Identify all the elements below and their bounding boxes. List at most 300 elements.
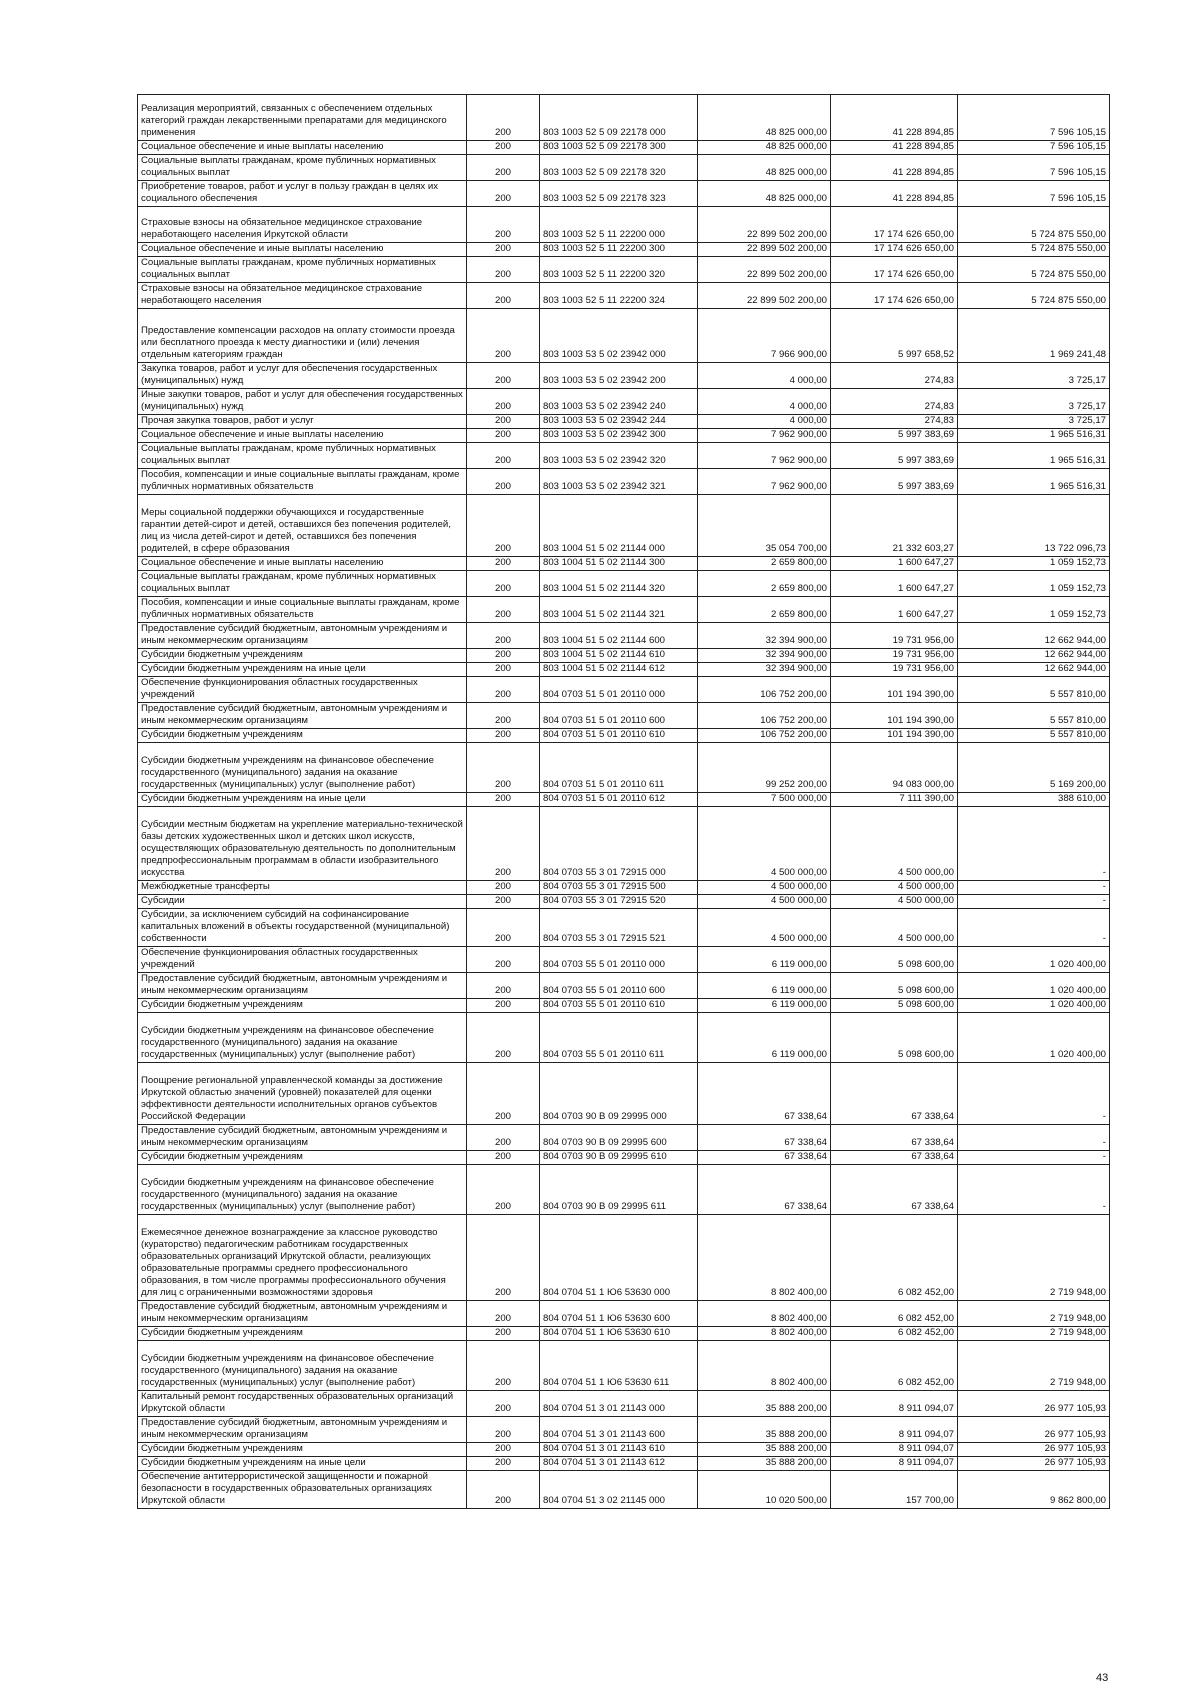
row-name: Социальные выплаты гражданам, кроме публичных нормативных социальных выплат <box>138 257 467 283</box>
table-row <box>138 1471 1110 1509</box>
table-row <box>138 1013 1110 1063</box>
row-budget-classification-code: 803 1004 51 5 02 21144 300 <box>540 557 698 571</box>
row-remaining-amount: 7 596 105,15 <box>958 141 1110 155</box>
row-budget-classification-code: 803 1003 52 5 09 22178 320 <box>540 155 698 181</box>
row-name: Субсидии бюджетным учреждениям на иные цели <box>138 663 467 677</box>
row-line-code: 200 <box>467 95 540 141</box>
row-budget-classification-code: 803 1003 52 5 09 22178 000 <box>540 95 698 141</box>
row-name: Субсидии бюджетным учреждениям на финансовое обеспечение государственного (муниципального) задания на оказание государственных (муниципальных) услуг (выполнение работ) <box>138 1013 467 1063</box>
row-budget-classification-code: 804 0703 55 5 01 20110 611 <box>540 1013 698 1063</box>
row-budget-classification-code: 803 1004 51 5 02 21144 612 <box>540 663 698 677</box>
row-name: Предоставление субсидий бюджетным, автономным учреждениям и иным некоммерческим организациям <box>138 1301 467 1327</box>
table-row <box>138 429 1110 443</box>
row-remaining-amount: 7 596 105,15 <box>958 181 1110 207</box>
row-remaining-amount: 12 662 944,00 <box>958 663 1110 677</box>
row-approved-amount: 48 825 000,00 <box>698 155 831 181</box>
row-executed-amount: 1 600 647,27 <box>831 571 958 597</box>
row-approved-amount: 4 500 000,00 <box>698 909 831 947</box>
row-executed-amount: 41 228 894,85 <box>831 181 958 207</box>
row-approved-amount: 106 752 200,00 <box>698 677 831 703</box>
row-executed-amount: 6 082 452,00 <box>831 1341 958 1391</box>
row-executed-amount: 4 500 000,00 <box>831 909 958 947</box>
row-name: Социальные выплаты гражданам, кроме публичных нормативных социальных выплат <box>138 443 467 469</box>
row-budget-classification-code: 804 0704 51 3 01 21143 600 <box>540 1417 698 1443</box>
row-remaining-amount: 1 059 152,73 <box>958 571 1110 597</box>
row-approved-amount: 32 394 900,00 <box>698 663 831 677</box>
row-budget-classification-code: 803 1004 51 5 02 21144 000 <box>540 495 698 557</box>
row-remaining-amount: 3 725,17 <box>958 363 1110 389</box>
row-budget-classification-code: 804 0704 51 3 02 21145 000 <box>540 1471 698 1509</box>
row-approved-amount: 4 000,00 <box>698 415 831 429</box>
row-name: Субсидии бюджетным учреждениям <box>138 1443 467 1457</box>
row-executed-amount: 17 174 626 650,00 <box>831 283 958 309</box>
row-line-code: 200 <box>467 623 540 649</box>
row-line-code: 200 <box>467 703 540 729</box>
row-approved-amount: 106 752 200,00 <box>698 729 831 743</box>
row-budget-classification-code: 804 0703 55 5 01 20110 000 <box>540 947 698 973</box>
row-remaining-amount: 1 020 400,00 <box>958 973 1110 999</box>
row-remaining-amount: - <box>958 1125 1110 1151</box>
row-budget-classification-code: 803 1003 53 5 02 23942 300 <box>540 429 698 443</box>
row-remaining-amount: 12 662 944,00 <box>958 623 1110 649</box>
table-row <box>138 677 1110 703</box>
row-remaining-amount: 3 725,17 <box>958 415 1110 429</box>
row-remaining-amount: 1 965 516,31 <box>958 443 1110 469</box>
row-name: Предоставление субсидий бюджетным, автономным учреждениям и иным некоммерческим организациям <box>138 1125 467 1151</box>
row-budget-classification-code: 804 0703 55 3 01 72915 521 <box>540 909 698 947</box>
row-remaining-amount: 5 557 810,00 <box>958 677 1110 703</box>
row-name: Обеспечение функционирования областных государственных учреждений <box>138 677 467 703</box>
row-executed-amount: 8 911 094,07 <box>831 1443 958 1457</box>
row-remaining-amount: - <box>958 895 1110 909</box>
row-executed-amount: 5 098 600,00 <box>831 999 958 1013</box>
row-approved-amount: 8 802 400,00 <box>698 1341 831 1391</box>
row-executed-amount: 4 500 000,00 <box>831 895 958 909</box>
row-executed-amount: 41 228 894,85 <box>831 141 958 155</box>
row-budget-classification-code: 804 0703 51 5 01 20110 610 <box>540 729 698 743</box>
row-executed-amount: 4 500 000,00 <box>831 881 958 895</box>
row-executed-amount: 17 174 626 650,00 <box>831 207 958 243</box>
row-line-code: 200 <box>467 443 540 469</box>
row-line-code: 200 <box>467 469 540 495</box>
table-row <box>138 1215 1110 1301</box>
row-budget-classification-code: 803 1003 53 5 02 23942 240 <box>540 389 698 415</box>
row-name: Субсидии <box>138 895 467 909</box>
row-approved-amount: 6 119 000,00 <box>698 973 831 999</box>
row-name: Ежемесячное денежное вознаграждение за классное руководство (кураторство) педагогическим работникам государственных образовательных организаций Иркутской области, реализующих образовательные программы среднего профессионального образования, в том числе программы профессионального обучения для лиц с ограниченными возможностями здоровья <box>138 1215 467 1301</box>
table-row <box>138 881 1110 895</box>
table-row <box>138 807 1110 881</box>
row-approved-amount: 35 054 700,00 <box>698 495 831 557</box>
row-line-code: 200 <box>467 415 540 429</box>
row-remaining-amount: 5 724 875 550,00 <box>958 207 1110 243</box>
row-budget-classification-code: 804 0703 51 5 01 20110 600 <box>540 703 698 729</box>
row-line-code: 200 <box>467 649 540 663</box>
row-name: Иные закупки товаров, работ и услуг для обеспечения государственных (муниципальных) нужд <box>138 389 467 415</box>
row-executed-amount: 19 731 956,00 <box>831 649 958 663</box>
row-line-code: 200 <box>467 793 540 807</box>
row-name: Пособия, компенсации и иные социальные выплаты гражданам, кроме публичных нормативных обязательств <box>138 597 467 623</box>
row-executed-amount: 8 911 094,07 <box>831 1417 958 1443</box>
row-approved-amount: 7 962 900,00 <box>698 469 831 495</box>
row-approved-amount: 35 888 200,00 <box>698 1417 831 1443</box>
row-budget-classification-code: 803 1003 53 5 02 23942 320 <box>540 443 698 469</box>
row-budget-classification-code: 804 0703 90 В 09 29995 600 <box>540 1125 698 1151</box>
row-budget-classification-code: 804 0704 51 1 Ю6 53630 600 <box>540 1301 698 1327</box>
table-row <box>138 243 1110 257</box>
row-line-code: 200 <box>467 729 540 743</box>
row-approved-amount: 48 825 000,00 <box>698 95 831 141</box>
row-line-code: 200 <box>467 1215 540 1301</box>
row-line-code: 200 <box>467 1457 540 1471</box>
row-budget-classification-code: 804 0703 90 В 09 29995 610 <box>540 1151 698 1165</box>
table-row <box>138 1301 1110 1327</box>
table-row <box>138 415 1110 429</box>
row-line-code: 200 <box>467 1125 540 1151</box>
row-remaining-amount: 1 059 152,73 <box>958 557 1110 571</box>
row-approved-amount: 8 802 400,00 <box>698 1327 831 1341</box>
row-budget-classification-code: 803 1003 53 5 02 23942 321 <box>540 469 698 495</box>
row-approved-amount: 4 500 000,00 <box>698 895 831 909</box>
table-row <box>138 571 1110 597</box>
row-executed-amount: 7 111 390,00 <box>831 793 958 807</box>
row-remaining-amount: 7 596 105,15 <box>958 95 1110 141</box>
row-line-code: 200 <box>467 677 540 703</box>
row-executed-amount: 41 228 894,85 <box>831 155 958 181</box>
row-executed-amount: 274,83 <box>831 389 958 415</box>
row-remaining-amount: 2 719 948,00 <box>958 1215 1110 1301</box>
row-executed-amount: 17 174 626 650,00 <box>831 257 958 283</box>
row-approved-amount: 35 888 200,00 <box>698 1391 831 1417</box>
row-name: Прочая закупка товаров, работ и услуг <box>138 415 467 429</box>
row-line-code: 200 <box>467 1301 540 1327</box>
table-row <box>138 947 1110 973</box>
row-executed-amount: 101 194 390,00 <box>831 703 958 729</box>
row-name: Субсидии бюджетным учреждениям на финансовое обеспечение государственного (муниципального) задания на оказание государственных (муниципальных) услуг (выполнение работ) <box>138 743 467 793</box>
table-row <box>138 1063 1110 1125</box>
table-row <box>138 1125 1110 1151</box>
row-remaining-amount: 9 862 800,00 <box>958 1471 1110 1509</box>
row-remaining-amount: 5 724 875 550,00 <box>958 257 1110 283</box>
row-line-code: 200 <box>467 1417 540 1443</box>
row-budget-classification-code: 804 0704 51 3 01 21143 612 <box>540 1457 698 1471</box>
row-line-code: 200 <box>467 743 540 793</box>
row-name: Субсидии бюджетным учреждениям на финансовое обеспечение государственного (муниципального) задания на оказание государственных (муниципальных) услуг (выполнение работ) <box>138 1341 467 1391</box>
row-executed-amount: 67 338,64 <box>831 1063 958 1125</box>
row-budget-classification-code: 803 1003 53 5 02 23942 244 <box>540 415 698 429</box>
row-remaining-amount: 1 965 516,31 <box>958 469 1110 495</box>
row-name: Межбюджетные трансферты <box>138 881 467 895</box>
row-line-code: 200 <box>467 181 540 207</box>
row-remaining-amount: - <box>958 807 1110 881</box>
row-executed-amount: 101 194 390,00 <box>831 729 958 743</box>
row-executed-amount: 67 338,64 <box>831 1125 958 1151</box>
row-executed-amount: 5 098 600,00 <box>831 973 958 999</box>
table-row <box>138 663 1110 677</box>
row-budget-classification-code: 803 1004 51 5 02 21144 320 <box>540 571 698 597</box>
row-budget-classification-code: 803 1003 53 5 02 23942 200 <box>540 363 698 389</box>
row-budget-classification-code: 803 1003 52 5 11 22200 000 <box>540 207 698 243</box>
table-row <box>138 181 1110 207</box>
row-line-code: 200 <box>467 1151 540 1165</box>
row-budget-classification-code: 804 0703 55 3 01 72915 000 <box>540 807 698 881</box>
row-name: Предоставление субсидий бюджетным, автономным учреждениям и иным некоммерческим организациям <box>138 1417 467 1443</box>
row-line-code: 200 <box>467 557 540 571</box>
row-approved-amount: 4 500 000,00 <box>698 807 831 881</box>
table-row <box>138 999 1110 1013</box>
row-name: Социальные выплаты гражданам, кроме публичных нормативных социальных выплат <box>138 571 467 597</box>
row-line-code: 200 <box>467 973 540 999</box>
row-approved-amount: 2 659 800,00 <box>698 571 831 597</box>
row-executed-amount: 41 228 894,85 <box>831 95 958 141</box>
row-name: Субсидии бюджетным учреждениям <box>138 649 467 663</box>
row-approved-amount: 48 825 000,00 <box>698 141 831 155</box>
row-executed-amount: 5 997 658,52 <box>831 309 958 363</box>
row-budget-classification-code: 804 0703 55 3 01 72915 500 <box>540 881 698 895</box>
row-remaining-amount: 3 725,17 <box>958 389 1110 415</box>
table-row <box>138 363 1110 389</box>
row-remaining-amount: 26 977 105,93 <box>958 1457 1110 1471</box>
row-name: Субсидии, за исключением субсидий на софинансирование капитальных вложений в объекты государственной (муниципальной) собственности <box>138 909 467 947</box>
row-line-code: 200 <box>467 389 540 415</box>
row-approved-amount: 22 899 502 200,00 <box>698 207 831 243</box>
row-approved-amount: 106 752 200,00 <box>698 703 831 729</box>
table-row <box>138 1165 1110 1215</box>
table-row <box>138 141 1110 155</box>
table-row <box>138 495 1110 557</box>
table-row <box>138 443 1110 469</box>
row-remaining-amount: 7 596 105,15 <box>958 155 1110 181</box>
row-budget-classification-code: 803 1003 52 5 11 22200 320 <box>540 257 698 283</box>
row-approved-amount: 67 338,64 <box>698 1125 831 1151</box>
row-executed-amount: 1 600 647,27 <box>831 597 958 623</box>
row-approved-amount: 67 338,64 <box>698 1151 831 1165</box>
row-budget-classification-code: 804 0703 51 5 01 20110 000 <box>540 677 698 703</box>
row-line-code: 200 <box>467 1341 540 1391</box>
row-executed-amount: 8 911 094,07 <box>831 1457 958 1471</box>
row-line-code: 200 <box>467 597 540 623</box>
row-approved-amount: 8 802 400,00 <box>698 1215 831 1301</box>
row-line-code: 200 <box>467 1063 540 1125</box>
row-approved-amount: 6 119 000,00 <box>698 999 831 1013</box>
row-name: Субсидии бюджетным учреждениям <box>138 729 467 743</box>
row-name: Закупка товаров, работ и услуг для обеспечения государственных (муниципальных) нужд <box>138 363 467 389</box>
row-budget-classification-code: 803 1003 52 5 11 22200 324 <box>540 283 698 309</box>
row-remaining-amount: 26 977 105,93 <box>958 1443 1110 1457</box>
row-approved-amount: 2 659 800,00 <box>698 557 831 571</box>
row-executed-amount: 274,83 <box>831 415 958 429</box>
table-row <box>138 793 1110 807</box>
row-name: Субсидии бюджетным учреждениям <box>138 999 467 1013</box>
table-row <box>138 623 1110 649</box>
table-row <box>138 895 1110 909</box>
row-line-code: 200 <box>467 429 540 443</box>
row-remaining-amount: 2 719 948,00 <box>958 1301 1110 1327</box>
row-remaining-amount: 2 719 948,00 <box>958 1341 1110 1391</box>
row-remaining-amount: - <box>958 909 1110 947</box>
table-row <box>138 1327 1110 1341</box>
row-approved-amount: 35 888 200,00 <box>698 1443 831 1457</box>
row-approved-amount: 7 962 900,00 <box>698 443 831 469</box>
row-budget-classification-code: 803 1003 52 5 11 22200 300 <box>540 243 698 257</box>
row-name: Предоставление субсидий бюджетным, автономным учреждениям и иным некоммерческим организациям <box>138 703 467 729</box>
row-approved-amount: 22 899 502 200,00 <box>698 243 831 257</box>
row-line-code: 200 <box>467 141 540 155</box>
row-line-code: 200 <box>467 999 540 1013</box>
row-executed-amount: 6 082 452,00 <box>831 1327 958 1341</box>
table-row <box>138 1341 1110 1391</box>
row-executed-amount: 94 083 000,00 <box>831 743 958 793</box>
row-approved-amount: 67 338,64 <box>698 1063 831 1125</box>
row-budget-classification-code: 803 1003 52 5 09 22178 323 <box>540 181 698 207</box>
table-row <box>138 973 1110 999</box>
row-remaining-amount: 26 977 105,93 <box>958 1417 1110 1443</box>
row-approved-amount: 48 825 000,00 <box>698 181 831 207</box>
row-executed-amount: 67 338,64 <box>831 1151 958 1165</box>
row-line-code: 200 <box>467 1013 540 1063</box>
table-row <box>138 469 1110 495</box>
row-name: Пособия, компенсации и иные социальные выплаты гражданам, кроме публичных нормативных обязательств <box>138 469 467 495</box>
row-approved-amount: 4 500 000,00 <box>698 881 831 895</box>
row-budget-classification-code: 804 0703 55 5 01 20110 600 <box>540 973 698 999</box>
row-budget-classification-code: 804 0704 51 1 Ю6 53630 611 <box>540 1341 698 1391</box>
row-executed-amount: 101 194 390,00 <box>831 677 958 703</box>
row-budget-classification-code: 804 0703 90 В 09 29995 611 <box>540 1165 698 1215</box>
row-name: Страховые взносы на обязательное медицинское страхование неработающего населения Иркутской области <box>138 207 467 243</box>
row-name: Субсидии бюджетным учреждениям на финансовое обеспечение государственного (муниципального) задания на оказание государственных (муниципальных) услуг (выполнение работ) <box>138 1165 467 1215</box>
row-remaining-amount: 1 020 400,00 <box>958 999 1110 1013</box>
row-approved-amount: 22 899 502 200,00 <box>698 283 831 309</box>
row-approved-amount: 7 966 900,00 <box>698 309 831 363</box>
table-row <box>138 557 1110 571</box>
row-name: Субсидии бюджетным учреждениям на иные цели <box>138 1457 467 1471</box>
row-budget-classification-code: 804 0704 51 3 01 21143 610 <box>540 1443 698 1457</box>
row-budget-classification-code: 804 0703 55 5 01 20110 610 <box>540 999 698 1013</box>
table-row <box>138 743 1110 793</box>
row-remaining-amount: 5 724 875 550,00 <box>958 283 1110 309</box>
row-line-code: 200 <box>467 1471 540 1509</box>
row-name: Обеспечение функционирования областных государственных учреждений <box>138 947 467 973</box>
row-remaining-amount: 1 969 241,48 <box>958 309 1110 363</box>
row-executed-amount: 157 700,00 <box>831 1471 958 1509</box>
row-approved-amount: 4 000,00 <box>698 389 831 415</box>
row-name: Приобретение товаров, работ и услуг в пользу граждан в целях их социального обеспечения <box>138 181 467 207</box>
row-executed-amount: 19 731 956,00 <box>831 663 958 677</box>
row-remaining-amount: - <box>958 881 1110 895</box>
row-budget-classification-code: 803 1004 51 5 02 21144 600 <box>540 623 698 649</box>
row-approved-amount: 32 394 900,00 <box>698 623 831 649</box>
row-remaining-amount: 1 020 400,00 <box>958 1013 1110 1063</box>
table-row <box>138 1417 1110 1443</box>
row-line-code: 200 <box>467 571 540 597</box>
row-line-code: 200 <box>467 155 540 181</box>
row-remaining-amount: 1 965 516,31 <box>958 429 1110 443</box>
row-remaining-amount: 2 719 948,00 <box>958 1327 1110 1341</box>
budget-execution-table <box>137 94 1110 1509</box>
row-budget-classification-code: 804 0703 51 5 01 20110 612 <box>540 793 698 807</box>
row-approved-amount: 22 899 502 200,00 <box>698 257 831 283</box>
row-approved-amount: 99 252 200,00 <box>698 743 831 793</box>
table-row <box>138 909 1110 947</box>
table-row <box>138 257 1110 283</box>
row-executed-amount: 5 997 383,69 <box>831 429 958 443</box>
row-approved-amount: 8 802 400,00 <box>698 1301 831 1327</box>
table-row <box>138 389 1110 415</box>
table-row <box>138 649 1110 663</box>
row-name: Предоставление компенсации расходов на оплату стоимости проезда или бесплатного проезда к месту диагностики и (или) лечения отдельным категориям граждан <box>138 309 467 363</box>
row-approved-amount: 7 962 900,00 <box>698 429 831 443</box>
row-budget-classification-code: 803 1003 52 5 09 22178 300 <box>540 141 698 155</box>
row-budget-classification-code: 804 0704 51 1 Ю6 53630 610 <box>540 1327 698 1341</box>
row-executed-amount: 5 098 600,00 <box>831 1013 958 1063</box>
row-name: Предоставление субсидий бюджетным, автономным учреждениям и иным некоммерческим организациям <box>138 973 467 999</box>
row-line-code: 200 <box>467 495 540 557</box>
row-name: Социальное обеспечение и иные выплаты населению <box>138 557 467 571</box>
table-row <box>138 155 1110 181</box>
table-row <box>138 597 1110 623</box>
row-budget-classification-code: 804 0703 90 В 09 29995 000 <box>540 1063 698 1125</box>
row-name: Субсидии бюджетным учреждениям на иные цели <box>138 793 467 807</box>
row-name: Поощрение региональной управленческой команды за достижение Иркутской областью значений (уровней) показателей для оценки эффективности деятельности исполнительных органов субъектов Российской Федерации <box>138 1063 467 1125</box>
table-row <box>138 1443 1110 1457</box>
row-executed-amount: 5 098 600,00 <box>831 947 958 973</box>
row-line-code: 200 <box>467 947 540 973</box>
row-name: Предоставление субсидий бюджетным, автономным учреждениям и иным некоммерческим организациям <box>138 623 467 649</box>
row-name: Субсидии бюджетным учреждениям <box>138 1151 467 1165</box>
row-line-code: 200 <box>467 1443 540 1457</box>
row-line-code: 200 <box>467 1391 540 1417</box>
row-remaining-amount: 5 557 810,00 <box>958 703 1110 729</box>
row-name: Социальное обеспечение и иные выплаты населению <box>138 243 467 257</box>
table-row <box>138 1151 1110 1165</box>
row-executed-amount: 1 600 647,27 <box>831 557 958 571</box>
row-line-code: 200 <box>467 895 540 909</box>
row-executed-amount: 6 082 452,00 <box>831 1301 958 1327</box>
row-line-code: 200 <box>467 243 540 257</box>
row-executed-amount: 21 332 603,27 <box>831 495 958 557</box>
row-line-code: 200 <box>467 1327 540 1341</box>
row-approved-amount: 67 338,64 <box>698 1165 831 1215</box>
row-remaining-amount: 13 722 096,73 <box>958 495 1110 557</box>
table-row <box>138 1457 1110 1471</box>
table-row <box>138 703 1110 729</box>
row-line-code: 200 <box>467 207 540 243</box>
row-budget-classification-code: 804 0703 55 3 01 72915 520 <box>540 895 698 909</box>
row-executed-amount: 6 082 452,00 <box>831 1215 958 1301</box>
row-executed-amount: 19 731 956,00 <box>831 623 958 649</box>
table-row <box>138 309 1110 363</box>
table-row <box>138 283 1110 309</box>
table-row <box>138 729 1110 743</box>
row-executed-amount: 5 997 383,69 <box>831 469 958 495</box>
row-executed-amount: 4 500 000,00 <box>831 807 958 881</box>
row-remaining-amount: - <box>958 1165 1110 1215</box>
row-approved-amount: 32 394 900,00 <box>698 649 831 663</box>
row-remaining-amount: - <box>958 1151 1110 1165</box>
row-approved-amount: 10 020 500,00 <box>698 1471 831 1509</box>
row-approved-amount: 7 500 000,00 <box>698 793 831 807</box>
row-name: Социальное обеспечение и иные выплаты населению <box>138 141 467 155</box>
row-remaining-amount: 388 610,00 <box>958 793 1110 807</box>
row-remaining-amount: 5 169 200,00 <box>958 743 1110 793</box>
row-remaining-amount: 26 977 105,93 <box>958 1391 1110 1417</box>
row-approved-amount: 6 119 000,00 <box>698 1013 831 1063</box>
row-name: Субсидии бюджетным учреждениям <box>138 1327 467 1341</box>
row-executed-amount: 274,83 <box>831 363 958 389</box>
table-row <box>138 95 1110 141</box>
row-line-code: 200 <box>467 807 540 881</box>
row-name: Обеспечение антитеррористической защищенности и пожарной безопасности в государственных образовательных организациях Иркутской области <box>138 1471 467 1509</box>
